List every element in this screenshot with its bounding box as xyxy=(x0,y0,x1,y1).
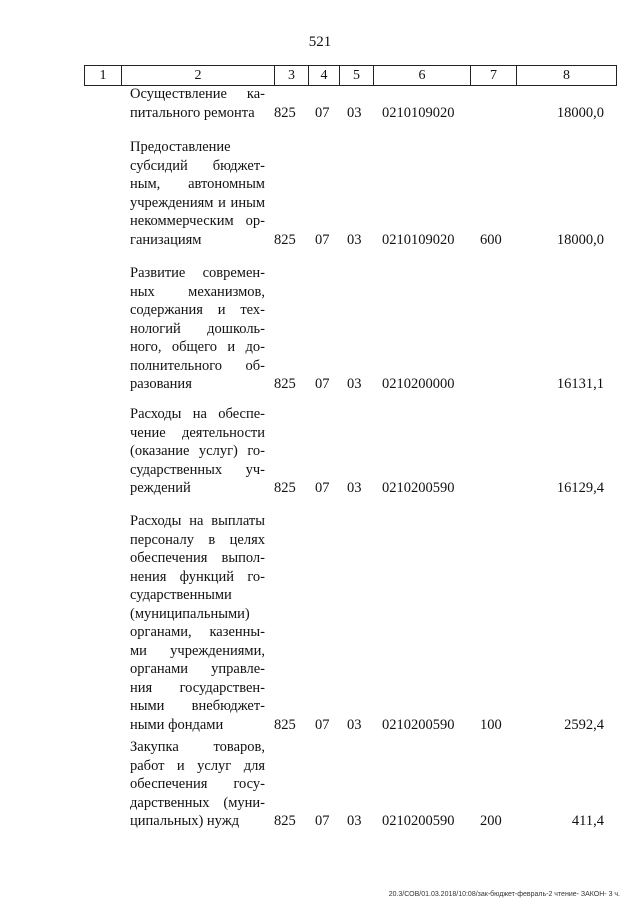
header-col-1: 1 xyxy=(85,66,122,86)
description-line: реждений xyxy=(130,480,191,496)
description-line: Закупка товаров, xyxy=(130,739,265,755)
description-line: (оказание услуг) го- xyxy=(130,443,265,459)
description-line: работ и услуг для xyxy=(130,757,265,774)
amount: 16129,4 xyxy=(556,480,604,496)
admin-code: 825 xyxy=(274,480,296,496)
subsection-code: 03 xyxy=(347,813,362,829)
description-line: питального ремонта xyxy=(130,104,255,121)
row-description xyxy=(130,738,265,831)
description-line: содержания и тех- xyxy=(130,302,265,318)
section-code: 07 xyxy=(315,813,330,829)
target-article-code: 0210200590 xyxy=(382,813,455,829)
description-line: обеспечения госу- xyxy=(130,776,265,792)
description-line: некоммерческим ор- xyxy=(130,213,265,229)
description-line: (муниципальными) xyxy=(130,605,250,622)
expense-type-code: 600 xyxy=(480,231,502,248)
header-col-6: 6 xyxy=(374,66,471,86)
header-col-7: 7 xyxy=(471,66,517,86)
header-col-8: 8 xyxy=(517,66,617,86)
description-line: субсидий бюджет- xyxy=(130,157,265,174)
description-line: Осуществление ка- xyxy=(130,86,265,102)
description-line: ными фондами xyxy=(130,716,224,733)
header-col-5: 5 xyxy=(340,66,374,86)
section-code: 07 xyxy=(315,376,330,392)
description-line: ным, автономным xyxy=(130,176,265,192)
description-line: чение деятельности xyxy=(130,424,265,441)
description-line: полнительного об- xyxy=(130,357,265,374)
description-line: нологий дошколь- xyxy=(130,320,265,337)
section-code: 07 xyxy=(315,716,330,733)
description-line: ными внебюджет- xyxy=(130,698,265,714)
admin-code: 825 xyxy=(274,813,296,829)
description-line: ных механизмов, xyxy=(130,283,265,300)
header-col-2: 2 xyxy=(122,66,275,86)
row-description xyxy=(130,512,265,734)
subsection-code: 03 xyxy=(347,231,362,248)
target-article-code: 0210200590 xyxy=(382,480,455,496)
amount: 18000,0 xyxy=(556,104,604,121)
section-code: 07 xyxy=(315,480,330,496)
description-line: дарственных (муни- xyxy=(130,794,265,811)
description-line: сударственных уч- xyxy=(130,461,265,478)
row-description xyxy=(130,405,265,498)
expense-type-code: 200 xyxy=(480,813,502,829)
subsection-code: 03 xyxy=(347,376,362,392)
description-line: ципальных) нужд xyxy=(130,813,240,829)
section-code: 07 xyxy=(315,231,330,248)
page-number: 521 xyxy=(308,34,332,50)
row-description xyxy=(130,138,265,249)
description-line: ганизациям xyxy=(130,231,202,248)
row-description xyxy=(130,264,265,394)
description-line: сударственными xyxy=(130,587,232,603)
footer-file-reference: 20.3/СОВ/01.03.2018/10:08/зак-бюджет-февраль-2 чтение- ЗАКОН- 3 ч. xyxy=(388,891,620,898)
section-code: 07 xyxy=(315,104,330,121)
header-col-4: 4 xyxy=(309,66,340,86)
amount: 18000,0 xyxy=(556,231,604,248)
amount: 16131,1 xyxy=(556,376,604,392)
description-line: Расходы на обеспе- xyxy=(130,406,265,422)
description-line: учреждениям и иным xyxy=(130,194,265,211)
target-article-code: 0210200000 xyxy=(382,376,455,392)
description-line: Предоставление xyxy=(130,139,231,155)
description-line: персоналу в целях xyxy=(130,531,265,548)
description-line: органами, казенны- xyxy=(130,624,265,640)
admin-code: 825 xyxy=(274,231,296,248)
description-line: Расходы на выплаты xyxy=(130,513,265,529)
description-line: ного, общего и до- xyxy=(130,339,265,355)
header-col-3: 3 xyxy=(275,66,309,86)
description-line: Развитие современ- xyxy=(130,265,265,281)
row-description xyxy=(130,85,265,122)
description-line: нения функций го- xyxy=(130,568,265,585)
description-line: разования xyxy=(130,376,192,392)
column-header-row xyxy=(84,65,617,86)
description-line: ния государствен- xyxy=(130,679,265,696)
description-line: органами управле- xyxy=(130,661,265,677)
amount: 411,4 xyxy=(571,813,604,829)
admin-code: 825 xyxy=(274,104,296,121)
subsection-code: 03 xyxy=(347,480,362,496)
subsection-code: 03 xyxy=(347,104,362,121)
description-line: обеспечения выпол- xyxy=(130,550,265,566)
target-article-code: 0210200590 xyxy=(382,716,455,733)
target-article-code: 0210109020 xyxy=(382,104,455,121)
amount: 2592,4 xyxy=(564,716,604,733)
target-article-code: 0210109020 xyxy=(382,231,455,248)
description-line: ми учреждениями, xyxy=(130,642,265,659)
expense-type-code: 100 xyxy=(480,716,502,733)
subsection-code: 03 xyxy=(347,716,362,733)
admin-code: 825 xyxy=(274,376,296,392)
admin-code: 825 xyxy=(274,716,296,733)
